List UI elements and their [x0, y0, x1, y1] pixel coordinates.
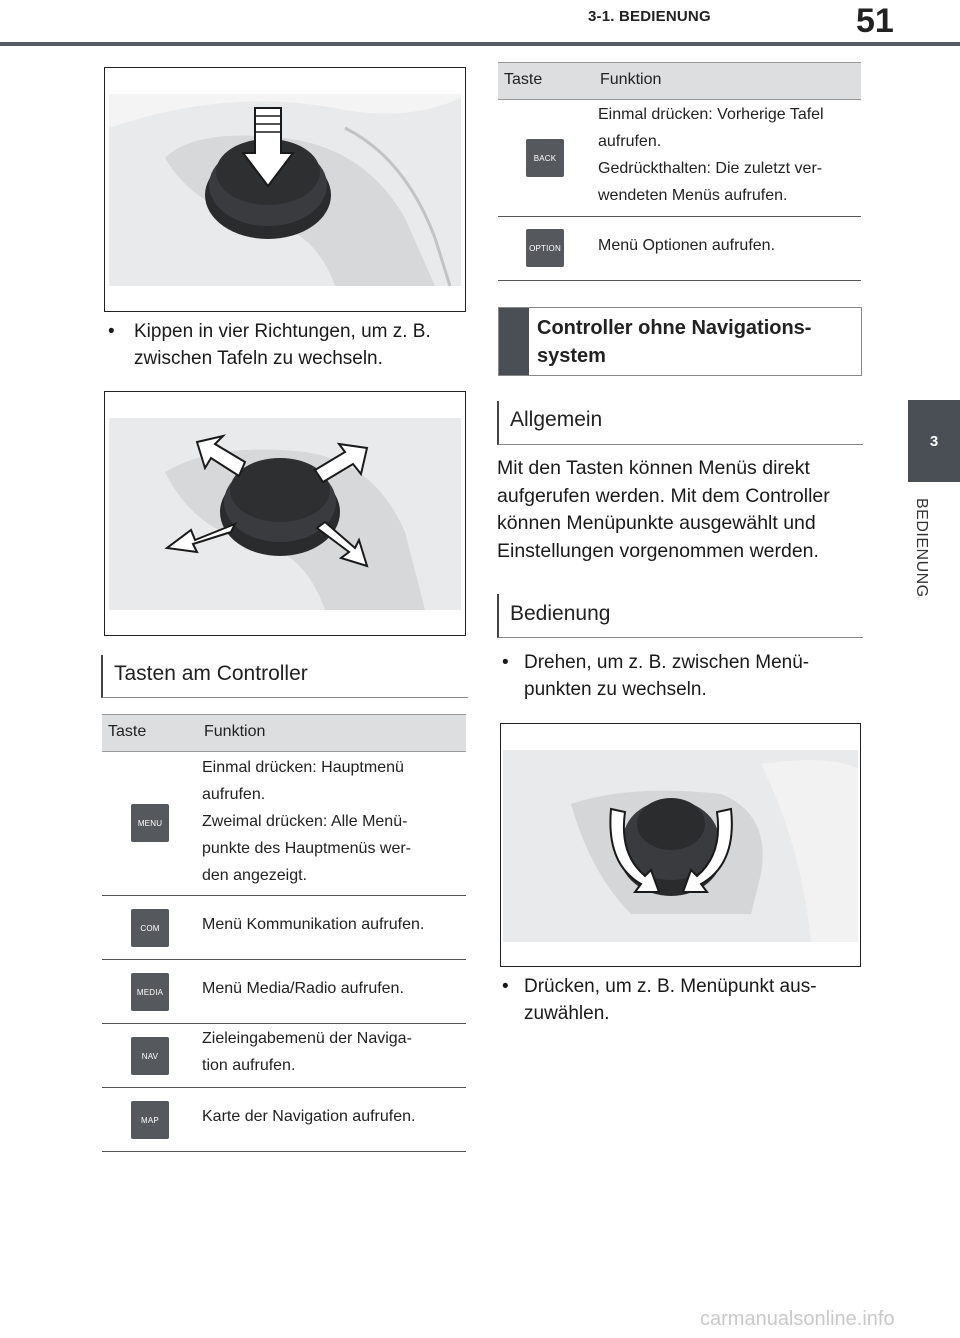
controller-turn-illustration: [500, 723, 861, 967]
bullet-tilt: [108, 318, 458, 374]
bullet-dot: •: [502, 976, 509, 997]
chapter-tab: [908, 400, 960, 482]
table-row: [498, 217, 861, 281]
back-key-icon: BACK: [526, 139, 564, 177]
chapter-number: 3: [929, 432, 939, 450]
buttons-table-right: [498, 62, 861, 281]
bullet-turn-line-2: punkten zu wechseln.: [524, 679, 707, 700]
row-function-text: [202, 975, 404, 1002]
bullet-turn-text: [524, 649, 809, 703]
bullet-tilt-text: [134, 318, 431, 372]
row-line: Gedrückthalten: Die zuletzt ver-: [598, 160, 823, 177]
row-line: wendeten Menüs aufrufen.: [598, 187, 788, 204]
bullet-tilt-line-2: zwischen Tafeln zu wechseln.: [134, 348, 383, 369]
section-box-bar: [499, 308, 529, 375]
bullet-press-text: [524, 973, 817, 1027]
row-line: Menü Kommunikation aufrufen.: [202, 916, 425, 933]
controller-press-illustration: [104, 67, 466, 312]
row-line: Menü Optionen aufrufen.: [598, 237, 776, 254]
column-header-function: Funktion: [204, 723, 266, 740]
header-rule: [0, 42, 960, 46]
bullet-tilt-line-1: Kippen in vier Richtungen, um z. B.: [134, 321, 431, 342]
table-row: [498, 99, 861, 217]
general-paragraph: [497, 455, 867, 565]
column-header-key: Taste: [504, 71, 543, 88]
column-header-key: Taste: [108, 723, 147, 740]
bullet-turn: [502, 649, 852, 705]
paragraph-line: Mit den Tasten können Menüs direkt: [497, 457, 810, 479]
row-line: aufrufen.: [598, 133, 662, 150]
section-box-controller-without-nav: [498, 307, 862, 376]
row-line: tion aufrufen.: [202, 1057, 296, 1074]
bullet-press-line-1: Drücken, um z. B. Menüpunkt aus-: [524, 976, 817, 997]
bullet-turn-line-1: Drehen, um z. B. zwischen Menü-: [524, 652, 810, 673]
chapter-side-label: [912, 498, 942, 658]
row-line: Menü Media/Radio aufrufen.: [202, 980, 404, 997]
row-line: Karte der Navigation aufrufen.: [202, 1108, 416, 1125]
com-key-icon: COM: [131, 909, 169, 947]
row-line: Einmal drücken: Vorherige Tafel: [598, 106, 824, 123]
column-header-function: Funktion: [600, 71, 662, 88]
watermark: carmanualsonline.info: [700, 1308, 895, 1330]
nav-key-icon: NAV: [131, 1037, 169, 1075]
table-row: [102, 896, 466, 960]
controller-tilt-illustration: [104, 391, 466, 636]
paragraph-line: aufgerufen werden. Mit dem Controller: [497, 484, 830, 507]
row-line: Einmal drücken: Hauptmenü: [202, 759, 404, 776]
table-header: [102, 714, 466, 752]
row-line: den angezeigt.: [202, 867, 307, 884]
page-number: 51: [856, 2, 894, 40]
map-key-icon: MAP: [131, 1101, 169, 1139]
box-title-line-2: system: [537, 345, 606, 367]
table-row: [102, 1088, 466, 1152]
row-function-text: [598, 232, 775, 259]
row-function-text: [202, 754, 411, 889]
media-key-icon: MEDIA: [131, 973, 169, 1011]
section-header-general: [497, 401, 863, 445]
row-line: Zieleingabemenü der Naviga-: [202, 1030, 412, 1047]
section-header-buttons: [101, 655, 468, 698]
row-function-text: [202, 911, 424, 938]
buttons-table-left: [102, 714, 466, 1151]
section-box-title: [537, 314, 811, 370]
section-title-operation: Bedienung: [510, 602, 611, 625]
menu-key-icon: MENU: [131, 804, 169, 842]
paragraph-line: können Menüpunkte ausgewählt und: [497, 512, 816, 534]
bullet-press: [502, 973, 852, 1029]
bullet-press-line-2: zuwählen.: [524, 1003, 610, 1024]
table-row: [102, 751, 466, 896]
section-title-general: Allgemein: [510, 408, 603, 431]
box-title-line-1: Controller ohne Navigations-: [537, 317, 812, 339]
section-reference: 3-1. BEDIENUNG: [588, 8, 711, 25]
option-key-icon: OPTION: [526, 229, 564, 267]
bullet-dot: •: [502, 652, 509, 673]
row-function-text: [202, 1025, 412, 1079]
table-header: [498, 62, 861, 100]
section-header-operation: [497, 594, 863, 638]
section-title-buttons: Tasten am Controller: [114, 662, 308, 685]
chapter-label-text: BEDIENUNG: [913, 498, 930, 598]
row-line: punkte des Hauptmenüs wer-: [202, 840, 411, 857]
table-row: [102, 960, 466, 1024]
bullet-dot: •: [108, 321, 115, 342]
table-row: [102, 1024, 466, 1088]
row-function-text: [202, 1103, 415, 1130]
paragraph-line: Einstellungen vorgenommen werden.: [497, 539, 819, 562]
row-line: Zweimal drücken: Alle Menü-: [202, 813, 408, 830]
row-function-text: [598, 101, 824, 209]
row-line: aufrufen.: [202, 786, 266, 803]
